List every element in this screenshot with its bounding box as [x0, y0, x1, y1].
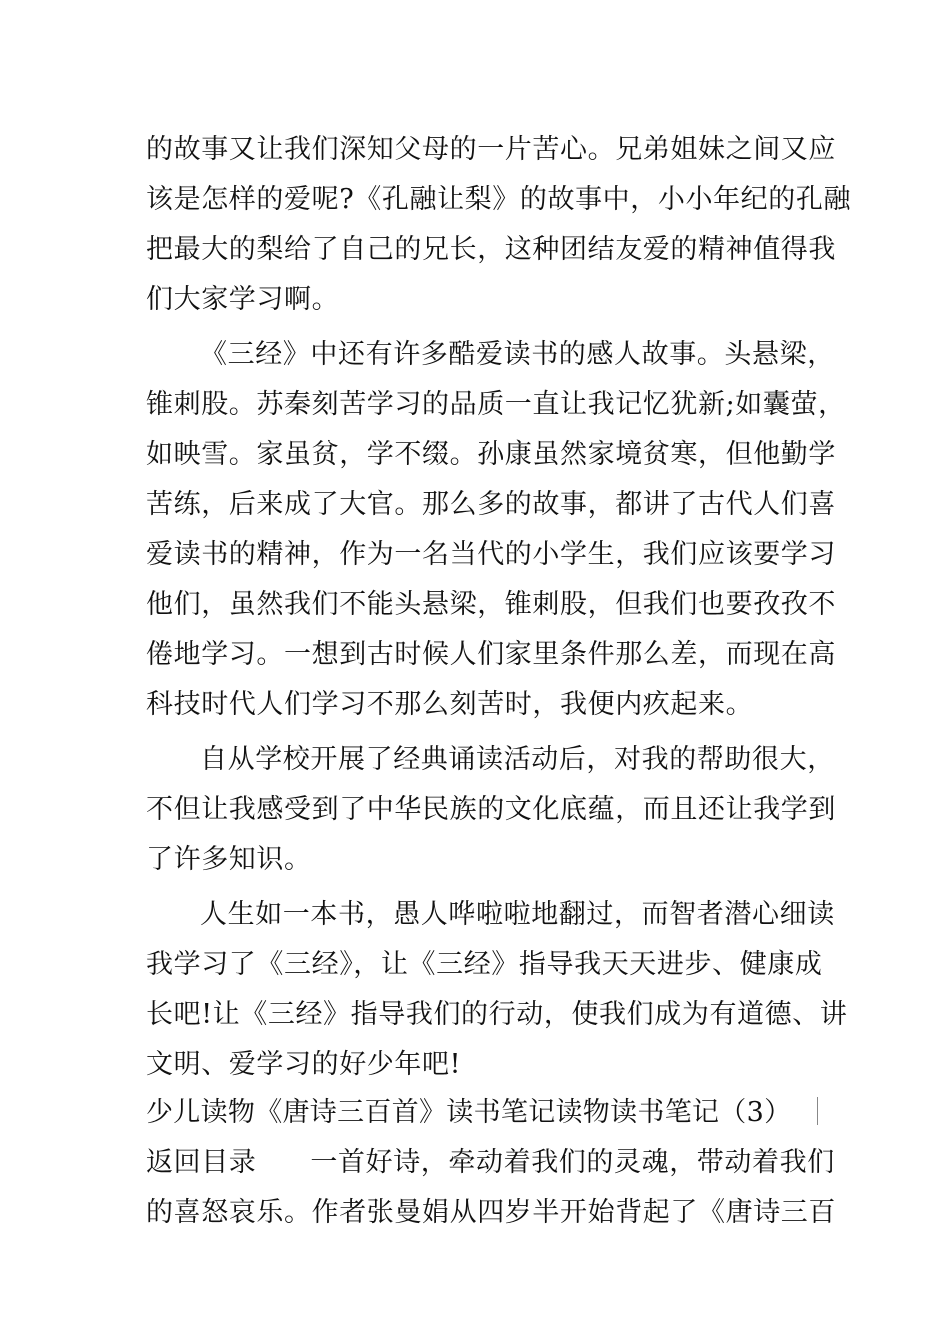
paragraph-3-line-3: 了许多知识。: [146, 844, 312, 875]
paragraph-4-line-4: 文明、爱学习的好少年吧!: [146, 1049, 462, 1080]
paragraph-2-line-1: 《三经》中还有许多酷爱读书的感人故事。头悬梁，: [200, 339, 835, 370]
back-to-contents-link[interactable]: 返回目录: [146, 1147, 257, 1178]
separator-bar: [817, 1097, 818, 1125]
next-article-title[interactable]: 少儿读物《唐诗三百首》读书笔记读物读书笔记（3）: [146, 1097, 792, 1128]
paragraph-1-line-1: 的故事又让我们深知父母的一片苦心。兄弟姐妹之间又应: [146, 134, 836, 165]
paragraph-1-line-3: 把最大的梨给了自己的兄长，这种团结友爱的精神值得我: [146, 234, 836, 265]
paragraph-1-line-2: 该是怎样的爱呢?《孔融让梨》的故事中，小小年纪的孔融: [146, 184, 852, 215]
paragraph-2-line-7: 倦地学习。一想到古时候人们家里条件那么差，而现在高: [146, 639, 836, 670]
paragraph-2-line-5: 爱读书的精神，作为一名当代的小学生，我们应该要学习: [146, 539, 836, 570]
paragraph-3-line-2: 不但让我感受到了中华民族的文化底蕴，而且还让我学到: [146, 794, 836, 825]
paragraph-2-line-6: 他们，虽然我们不能头悬梁，锥刺股，但我们也要孜孜不: [146, 589, 836, 620]
next-article-line-1: [146, 1143, 835, 1183]
paragraph-1-line-4: 们大家学习啊。: [146, 284, 340, 315]
next-article-line-2: 的喜怒哀乐。作者张曼娟从四岁半开始背起了《唐诗三百: [146, 1197, 836, 1228]
paragraph-4-line-3: 长吧!让《三经》指导我们的行动，使我们成为有道德、讲: [146, 999, 848, 1030]
paragraph-3-line-1: 自从学校开展了经典诵读活动后，对我的帮助很大，: [200, 744, 835, 775]
paragraph-4-line-1: 人生如一本书，愚人哗啦啦地翻过，而智者潜心细读: [200, 899, 835, 930]
paragraph-2-line-3: 如映雪。家虽贫，学不缀。孙康虽然家境贫寒，但他勤学: [146, 439, 836, 470]
paragraph-4-line-2: 我学习了《三经》，让《三经》指导我天天进步、健康成: [146, 949, 823, 980]
paragraph-2-line-2: 锥刺股。苏秦刻苦学习的品质一直让我记忆犹新;如囊萤，: [146, 389, 846, 420]
paragraph-2-line-4: 苦练，后来成了大官。那么多的故事，都讲了古代人们喜: [146, 489, 836, 520]
next-article-text-1: 一首好诗，牵动着我们的灵魂，带动着我们: [310, 1147, 835, 1178]
paragraph-2-line-8: 科技时代人们学习不那么刻苦时，我便内疚起来。: [146, 689, 754, 720]
next-article-title-row: [146, 1093, 826, 1133]
